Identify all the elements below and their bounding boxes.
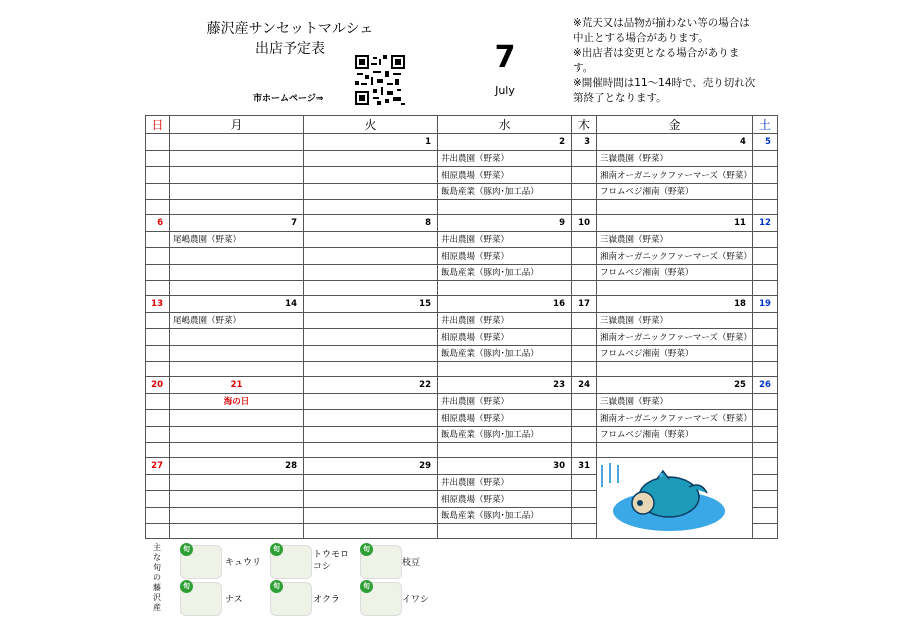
season-badge: 旬 <box>360 543 373 556</box>
vendor-entry: 井出農園（野菜） <box>438 474 572 491</box>
date-cell: 6 <box>146 215 170 232</box>
season-badge: 旬 <box>180 580 193 593</box>
date-cell: 26 <box>752 377 777 394</box>
vendor-entry: 相原農場（野菜） <box>438 329 572 346</box>
season-badge: 旬 <box>270 580 283 593</box>
vendor-entry: 相原農場（野菜） <box>438 167 572 184</box>
vendor-entry: 飯島産業（豚肉･加工品） <box>438 345 572 362</box>
month-number: 7 <box>494 40 516 75</box>
month-english: July <box>495 84 515 97</box>
vendor-entry: 相原農場（野菜） <box>438 248 572 265</box>
date-cell: 30 <box>438 458 572 475</box>
vendor-entry: 三嶽農園（野菜） <box>597 393 753 410</box>
date-cell: 13 <box>146 296 170 313</box>
mascot-cell <box>597 458 753 539</box>
seasonal-legend-heading: 主な旬の藤沢産 <box>153 543 161 612</box>
vendor-entry: フロムベジ湘南（野菜） <box>597 426 753 443</box>
date-cell <box>752 458 777 475</box>
weekday-tue: 火 <box>304 116 438 134</box>
season-badge: 旬 <box>270 543 283 556</box>
vendor-entry: 飯島産業（豚肉･加工品） <box>438 183 572 200</box>
vendor-entry: 尾嶋農園（野菜） <box>170 231 304 248</box>
weekday-sat: 土 <box>752 116 777 134</box>
date-cell: 1 <box>304 134 438 151</box>
weekday-wed: 水 <box>438 116 572 134</box>
date-cell: 25 <box>597 377 753 394</box>
vendor-entry: 三嶽農園（野菜） <box>597 312 753 329</box>
seasonal-item-label: オクラ <box>313 595 340 605</box>
weekday-thu: 木 <box>572 116 597 134</box>
date-cell: 29 <box>304 458 438 475</box>
note-2: ※出店者は変更となる場合があります。 <box>573 47 740 74</box>
notes <box>573 16 758 106</box>
calendar-table <box>145 115 778 539</box>
week-5-dates <box>146 458 778 475</box>
title-line-2: 出店予定表 <box>255 41 325 57</box>
vendor-entry: フロムベジ湘南（野菜） <box>597 345 753 362</box>
week-1-dates <box>146 134 778 151</box>
date-cell: 8 <box>304 215 438 232</box>
title-line-1: 藤沢産サンセットマルシェ <box>206 21 374 37</box>
date-cell: 2 <box>438 134 572 151</box>
note-1: ※荒天又は品物が揃わない等の場合は中止とする場合があります。 <box>573 17 750 44</box>
vendor-entry: 飯島産業（豚肉･加工品） <box>438 264 572 281</box>
weekday-sun: 日 <box>146 116 170 134</box>
homepage-link-label[interactable]: 市ホームページ⇒ <box>253 94 324 104</box>
mascot-illustration <box>597 459 731 537</box>
week-2-dates <box>146 215 778 232</box>
vendor-entry: 湘南オーガニックファーマーズ（野菜） <box>597 329 753 346</box>
date-cell: 9 <box>438 215 572 232</box>
note-3: ※開催時間は11～14時で、売り切れ次第終了となります。 <box>573 77 756 104</box>
date-cell: 20 <box>146 377 170 394</box>
vendor-entry: 相原農場（野菜） <box>438 491 572 508</box>
date-cell: 19 <box>752 296 777 313</box>
date-cell: 15 <box>304 296 438 313</box>
date-cell: 10 <box>572 215 597 232</box>
date-cell: 16 <box>438 296 572 313</box>
vendor-entry: 飯島産業（豚肉･加工品） <box>438 507 572 524</box>
weekday-fri: 金 <box>597 116 753 134</box>
seasonal-item-label: トウモロコシ <box>313 550 350 572</box>
vendor-entry: 湘南オーガニックファーマーズ（野菜） <box>597 410 753 427</box>
vendor-entry: 湘南オーガニックファーマーズ（野菜） <box>597 248 753 265</box>
vendor-entry: 井出農園（野菜） <box>438 312 572 329</box>
vendor-entry: 湘南オーガニックファーマーズ（野菜） <box>597 167 753 184</box>
vendor-entry: フロムベジ湘南（野菜） <box>597 183 753 200</box>
seasonal-item-label: ナス <box>225 595 243 605</box>
weekday-header-row <box>146 116 778 134</box>
date-cell: 27 <box>146 458 170 475</box>
weekday-mon: 月 <box>170 116 304 134</box>
date-cell: 23 <box>438 377 572 394</box>
date-cell: 28 <box>170 458 304 475</box>
date-cell: 11 <box>597 215 753 232</box>
vendor-entry: フロムベジ湘南（野菜） <box>597 264 753 281</box>
date-cell: 22 <box>304 377 438 394</box>
date-cell: 24 <box>572 377 597 394</box>
vendor-entry: 井出農園（野菜） <box>438 231 572 248</box>
vendor-entry: 三嶽農園（野菜） <box>597 150 753 167</box>
date-cell: 4 <box>597 134 753 151</box>
holiday-label: 海の日 <box>170 393 304 410</box>
seasonal-item-label: 枝豆 <box>402 558 421 568</box>
date-cell: 3 <box>572 134 597 151</box>
vendor-entry: 尾嶋農園（野菜） <box>170 312 304 329</box>
date-cell <box>170 134 304 151</box>
week-4-dates <box>146 377 778 394</box>
date-cell <box>146 134 170 151</box>
seasonal-item-label: イワシ <box>402 595 430 605</box>
date-cell: 17 <box>572 296 597 313</box>
date-cell: 12 <box>752 215 777 232</box>
date-cell: 14 <box>170 296 304 313</box>
date-cell: 7 <box>170 215 304 232</box>
season-badge: 旬 <box>180 543 193 556</box>
seasonal-item-label: キュウリ <box>225 558 262 568</box>
vendor-entry: 三嶽農園（野菜） <box>597 231 753 248</box>
date-cell: 18 <box>597 296 753 313</box>
vendor-entry: 井出農園（野菜） <box>438 393 572 410</box>
vendor-entry: 井出農園（野菜） <box>438 150 572 167</box>
date-cell: 31 <box>572 458 597 475</box>
date-cell: 21 <box>170 377 304 394</box>
season-badge: 旬 <box>360 580 373 593</box>
date-cell: 5 <box>752 134 777 151</box>
week-3-dates <box>146 296 778 313</box>
vendor-entry: 相原農場（野菜） <box>438 410 572 427</box>
qr-code[interactable] <box>355 55 405 105</box>
vendor-entry: 飯島産業（豚肉･加工品） <box>438 426 572 443</box>
